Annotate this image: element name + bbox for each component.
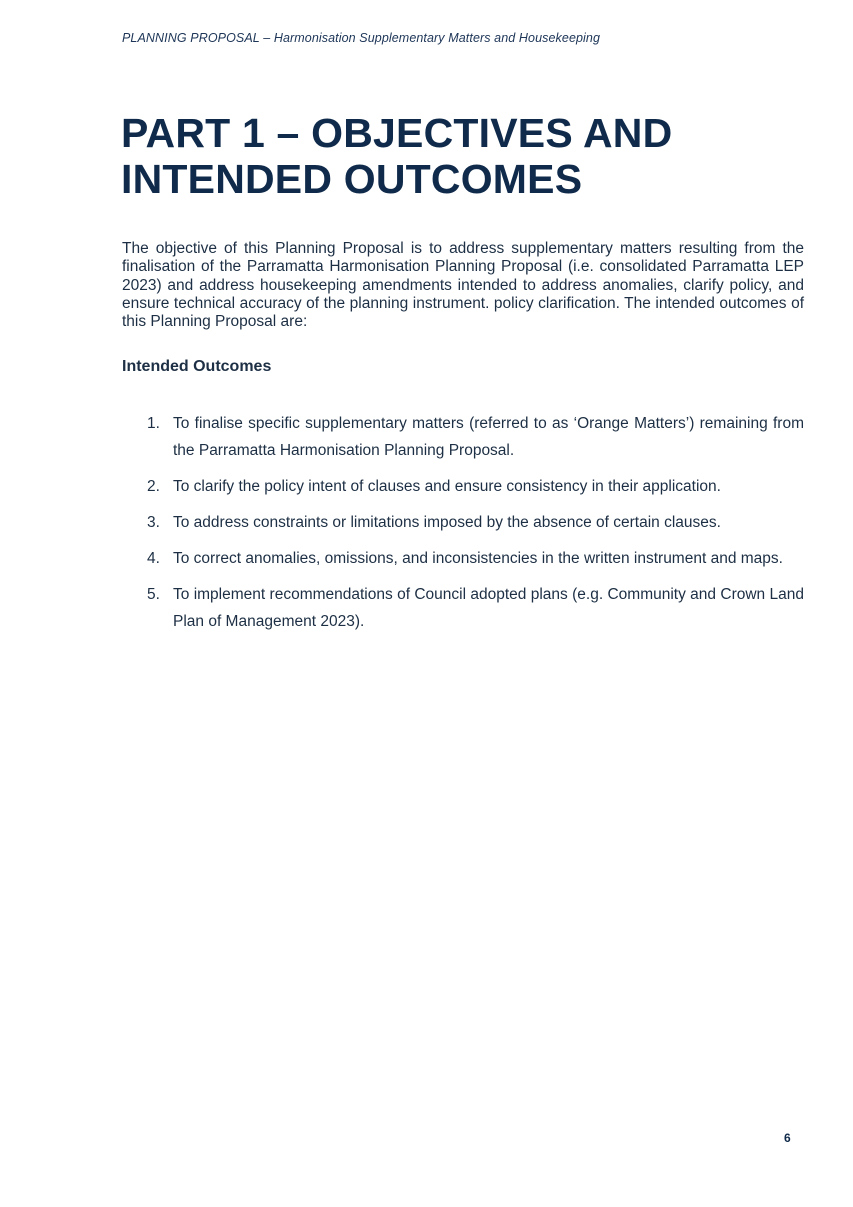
list-item-number: 1. — [147, 415, 160, 432]
page-number: 6 — [784, 1131, 791, 1145]
list-item — [122, 581, 804, 635]
list-item-text: To finalise specific supplementary matters (referred to as ‘Orange Matters’) remaining from the Parramatta Harmonisation Planning Proposal. — [173, 415, 804, 459]
list-item-text: To clarify the policy intent of clauses and ensure consistency in their application. — [173, 478, 721, 495]
list-item — [122, 545, 804, 572]
list-item-number: 2. — [147, 478, 160, 495]
running-header: PLANNING PROPOSAL – Harmonisation Supplementary Matters and Housekeeping — [122, 31, 601, 45]
list-item-text: To implement recommendations of Council adopted plans (e.g. Community and Crown Land Plan of Management 2023). — [173, 586, 804, 630]
list-item-text: To correct anomalies, omissions, and inconsistencies in the written instrument and maps. — [173, 550, 783, 567]
list-item — [122, 410, 804, 464]
list-item-text: To address constraints or limitations imposed by the absence of certain clauses. — [173, 514, 721, 531]
page-title: PART 1 – OBJECTIVES AND INTENDED OUTCOMES — [121, 110, 673, 202]
section-heading-intended-outcomes: Intended Outcomes — [122, 358, 272, 375]
list-item-number: 3. — [147, 514, 160, 531]
list-item-number: 5. — [147, 586, 160, 603]
intro-paragraph: The objective of this Planning Proposal is to address supplementary matters resulting from the finalisation of the Parramatta Harmonisation Planning Proposal (i.e. consolidated Parramatta LEP 2023) and address housekeeping amendments intended to address anomalies, clarify policy, and ensure technical accuracy of the planning instrument. policy clarification. The intended outcomes of this Planning Proposal are: — [122, 240, 804, 331]
list-item — [122, 509, 804, 536]
list-item — [122, 473, 804, 500]
list-item-number: 4. — [147, 550, 160, 567]
intended-outcomes-list — [122, 410, 804, 644]
